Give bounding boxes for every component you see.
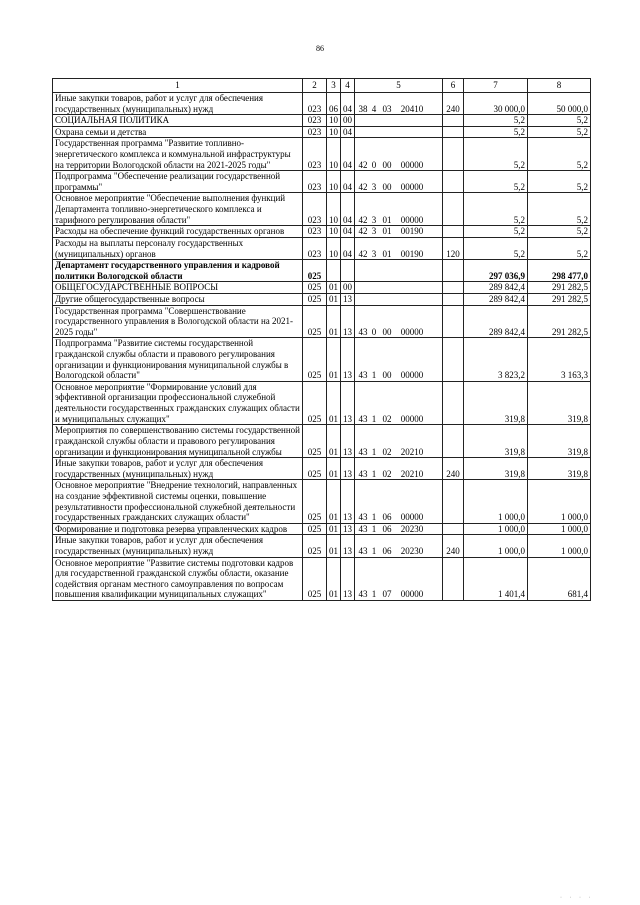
direction-code: 00000 [400,413,424,424]
event-code: 00 [382,159,392,170]
amount-year-2: 3 163,3 [528,338,591,381]
table-row [53,305,591,338]
table-row [53,535,591,557]
column-header: 3 [327,79,341,93]
code-admin: 023 [303,171,327,193]
table-row [53,381,591,424]
target-article-code [355,480,443,523]
amount-year-1: 5,2 [464,138,528,171]
column-header: 2 [303,79,327,93]
target-article-code [355,171,443,193]
code-admin: 025 [303,425,327,458]
row-name: Иные закупки товаров, работ и услуг для обеспечения государственных (муниципальных) нужд [53,535,303,557]
event-code: 06 [382,545,392,556]
code-subsection: 13 [341,293,355,305]
table-row [53,293,591,305]
code-section: 01 [327,338,341,381]
code-subsection: 04 [341,237,355,259]
event-code: 02 [382,468,392,479]
direction-code: 20230 [400,523,424,534]
subprogram-code: 3 [371,181,377,192]
code-admin: 025 [303,282,327,294]
program-code: 43 [358,413,368,424]
row-name: Иные закупки товаров, работ и услуг для обеспечения государственных (муниципальных) нужд [53,93,303,115]
direction-code: 00000 [400,214,424,225]
program-code: 38 [358,103,368,114]
expense-type-code [443,193,464,226]
target-article-code [355,237,443,259]
amount-year-1: 5,2 [464,115,528,127]
row-name: Охрана семьи и детства [53,126,303,138]
program-code: 43 [358,468,368,479]
event-code: 06 [382,523,392,534]
code-section: 01 [327,425,341,458]
subprogram-code: 3 [371,214,377,225]
expense-type-code: 240 [443,93,464,115]
row-name: Подпрограмма "Развитие системы государственной гражданской службы области и правового регулирования организации и функционирования муниципальной службы в Вологодской области" [53,338,303,381]
target-article-code [355,557,443,600]
amount-year-1: 319,8 [464,381,528,424]
event-code: 03 [382,103,392,114]
target-article-code [355,523,443,535]
program-code: 43 [358,446,368,457]
code-section: 10 [327,226,341,238]
row-name: Подпрограмма "Обеспечение реализации государственной программы" [53,171,303,193]
event-code: 00 [382,370,392,381]
program-code: 42 [358,214,368,225]
row-name: Основное мероприятие "Обеспечение выполнения функций Департамента топливно-энергетического комплекса и тарифного регулирования области" [53,193,303,226]
amount-year-1: 1 000,0 [464,523,528,535]
target-article-code [355,126,443,138]
code-admin: 025 [303,480,327,523]
amount-year-2: 5,2 [528,138,591,171]
amount-year-2: 1 000,0 [528,535,591,557]
subprogram-code: 1 [371,413,377,424]
subprogram-code: 3 [371,226,377,237]
program-code: 43 [358,512,368,523]
target-article-code [355,193,443,226]
table-row [53,138,591,171]
code-section: 10 [327,115,341,127]
table-row [53,282,591,294]
code-section: 01 [327,293,341,305]
code-subsection: 13 [341,535,355,557]
direction-code: 00000 [400,181,424,192]
expense-type-code [443,260,464,282]
code-admin: 025 [303,535,327,557]
code-subsection: 13 [341,458,355,480]
expense-type-code [443,293,464,305]
event-code: 06 [382,512,392,523]
row-name: Государственная программа "Совершенствование государственного управления в Вологодской области на 2021-2025 годы" [53,305,303,338]
direction-code: 00000 [400,370,424,381]
amount-year-2: 50 000,0 [528,93,591,115]
expense-type-code [443,126,464,138]
row-name: Формирование и подготовка резерва управленческих кадров [53,523,303,535]
code-subsection: 04 [341,171,355,193]
row-name: Основное мероприятие "Развитие системы подготовки кадров для государственной гражданской службы области, оказание содействия органам местного самоуправления по вопросам повышения квалификации муниципальных служащих" [53,557,303,600]
code-subsection [341,260,355,282]
row-name: Основное мероприятие "Формирование условий для эффективной организации профессиональной служебной деятельности государственных гражданских служащих области и муниципальных служащих" [53,381,303,424]
event-code: 00 [382,326,392,337]
program-code: 43 [358,589,368,600]
table-row [53,557,591,600]
direction-code: 00000 [400,589,424,600]
amount-year-2: 5,2 [528,237,591,259]
event-code: 07 [382,589,392,600]
row-name: Мероприятия по совершенствованию системы государственной гражданской службы области и правового регулирования организации и функционирования муниципальной службы [53,425,303,458]
code-section: 01 [327,523,341,535]
code-subsection: 13 [341,338,355,381]
row-name: Расходы на обеспечение функций государственных органов [53,226,303,238]
code-admin: 023 [303,193,327,226]
column-header: 8 [528,79,591,93]
table-row [53,115,591,127]
column-header: 5 [355,79,443,93]
table-row [53,425,591,458]
program-code: 43 [358,370,368,381]
program-code: 43 [358,326,368,337]
program-code: 42 [358,248,368,259]
row-name: Расходы на выплаты персоналу государственных (муниципальных) органов [53,237,303,259]
code-section [327,260,341,282]
target-article-code [355,458,443,480]
code-section: 01 [327,480,341,523]
row-name: Государственная программа "Развитие топливно-энергетического комплекса и коммунальной инфраструктуры на территории Вологодской области на 2021-2025 годы" [53,138,303,171]
code-section: 01 [327,305,341,338]
table-row [53,171,591,193]
column-header: 7 [464,79,528,93]
column-header: 4 [341,79,355,93]
amount-year-1: 5,2 [464,226,528,238]
code-subsection: 00 [341,282,355,294]
direction-code: 20210 [400,446,424,457]
subprogram-code: 1 [371,446,377,457]
code-admin: 025 [303,338,327,381]
amount-year-2: 1 000,0 [528,523,591,535]
amount-year-1: 289 842,4 [464,305,528,338]
event-code: 02 [382,413,392,424]
row-name: Иные закупки товаров, работ и услуг для обеспечения государственных (муниципальных) нужд [53,458,303,480]
budget-table [52,78,591,601]
event-code: 02 [382,446,392,457]
row-name: Основное мероприятие "Внедрение технологий, направленных на создание эффективной системы оценки, повышение результативности профессиональной служебной деятельности государственных гражданских служащих области" [53,480,303,523]
target-article-code [355,138,443,171]
program-code: 43 [358,545,368,556]
code-subsection: 13 [341,523,355,535]
expense-type-code [443,480,464,523]
amount-year-2: 298 477,0 [528,260,591,282]
amount-year-1: 289 842,4 [464,293,528,305]
code-section: 01 [327,458,341,480]
code-subsection: 00 [341,115,355,127]
program-code: 42 [358,181,368,192]
direction-code: 00000 [400,159,424,170]
amount-year-2: 291 282,5 [528,305,591,338]
subprogram-code: 3 [371,248,377,259]
target-article-code [355,293,443,305]
page-number: 86 [316,44,324,53]
amount-year-2: 319,8 [528,425,591,458]
amount-year-1: 5,2 [464,193,528,226]
program-code: 43 [358,523,368,534]
subprogram-code: 0 [371,159,377,170]
event-code: 01 [382,214,392,225]
code-admin: 025 [303,381,327,424]
program-code: 42 [358,159,368,170]
target-article-code [355,381,443,424]
code-section: 10 [327,138,341,171]
code-section: 10 [327,126,341,138]
target-article-code [355,115,443,127]
amount-year-2: 291 282,5 [528,293,591,305]
subprogram-code: 1 [371,523,377,534]
amount-year-1: 1 000,0 [464,535,528,557]
table-row [53,226,591,238]
amount-year-1: 289 842,4 [464,282,528,294]
table-row [53,126,591,138]
code-section: 01 [327,535,341,557]
table-row [53,480,591,523]
direction-code: 00190 [400,248,424,259]
expense-type-code [443,171,464,193]
expense-type-code [443,381,464,424]
amount-year-1: 319,8 [464,425,528,458]
code-section: 10 [327,193,341,226]
subprogram-code: 1 [371,468,377,479]
amount-year-1: 1 000,0 [464,480,528,523]
amount-year-2: 5,2 [528,193,591,226]
row-name: ОБЩЕГОСУДАРСТВЕННЫЕ ВОПРОСЫ [53,282,303,294]
amount-year-2: 319,8 [528,381,591,424]
code-admin: 023 [303,138,327,171]
code-section: 10 [327,171,341,193]
column-header: 1 [53,79,303,93]
expense-type-code [443,557,464,600]
code-subsection: 04 [341,226,355,238]
subprogram-code: 1 [371,512,377,523]
expense-type-code [443,425,464,458]
code-admin: 025 [303,557,327,600]
code-admin: 025 [303,260,327,282]
amount-year-1: 5,2 [464,171,528,193]
table-header-row [53,79,591,93]
amount-year-2: 5,2 [528,226,591,238]
amount-year-2: 319,8 [528,458,591,480]
table-row [53,260,591,282]
row-name: СОЦИАЛЬНАЯ ПОЛИТИКА [53,115,303,127]
direction-code: 00000 [400,512,424,523]
target-article-code [355,338,443,381]
column-header: 6 [443,79,464,93]
table-row [53,338,591,381]
code-admin: 023 [303,226,327,238]
amount-year-1: 5,2 [464,237,528,259]
code-section: 06 [327,93,341,115]
amount-year-1: 5,2 [464,126,528,138]
row-name: Другие общегосударственные вопросы [53,293,303,305]
amount-year-1: 3 823,2 [464,338,528,381]
amount-year-2: 5,2 [528,171,591,193]
code-subsection: 04 [341,138,355,171]
code-subsection: 13 [341,305,355,338]
target-article-code [355,282,443,294]
expense-type-code [443,282,464,294]
expense-type-code [443,338,464,381]
expense-type-code [443,138,464,171]
row-name: Департамент государственного управления и кадровой политики Вологодской области [53,260,303,282]
event-code: 01 [382,248,392,259]
amount-year-1: 1 401,4 [464,557,528,600]
expense-type-code: 120 [443,237,464,259]
target-article-code [355,226,443,238]
expense-type-code: 240 [443,458,464,480]
event-code: 00 [382,181,392,192]
amount-year-2: 681,4 [528,557,591,600]
expense-type-code [443,523,464,535]
target-article-code [355,260,443,282]
code-section: 01 [327,282,341,294]
amount-year-2: 1 000,0 [528,480,591,523]
code-subsection: 13 [341,381,355,424]
expense-type-code [443,115,464,127]
code-admin: 023 [303,115,327,127]
code-admin: 025 [303,458,327,480]
subprogram-code: 1 [371,589,377,600]
code-admin: 025 [303,293,327,305]
target-article-code [355,305,443,338]
amount-year-1: 30 000,0 [464,93,528,115]
target-article-code [355,425,443,458]
direction-code: 20210 [400,468,424,479]
subprogram-code: 4 [371,103,377,114]
code-admin: 025 [303,523,327,535]
code-subsection: 13 [341,557,355,600]
expense-type-code: 240 [443,535,464,557]
code-subsection: 04 [341,193,355,226]
amount-year-1: 319,8 [464,458,528,480]
direction-code: 00190 [400,226,424,237]
code-subsection: 13 [341,425,355,458]
code-admin: 023 [303,237,327,259]
code-subsection: 13 [341,480,355,523]
target-article-code [355,535,443,557]
code-admin: 023 [303,126,327,138]
subprogram-code: 0 [371,326,377,337]
scan-mark: · · · · [560,895,594,901]
table-row [53,237,591,259]
direction-code: 20410 [400,103,424,114]
code-admin: 025 [303,305,327,338]
code-section: 01 [327,557,341,600]
event-code: 01 [382,226,392,237]
program-code: 42 [358,226,368,237]
table-row [53,93,591,115]
code-admin: 023 [303,93,327,115]
code-section: 10 [327,237,341,259]
expense-type-code [443,305,464,338]
code-subsection: 04 [341,126,355,138]
table-row [53,193,591,226]
code-section: 01 [327,381,341,424]
amount-year-2: 5,2 [528,115,591,127]
subprogram-code: 1 [371,370,377,381]
amount-year-2: 291 282,5 [528,282,591,294]
amount-year-2: 5,2 [528,126,591,138]
direction-code: 20230 [400,545,424,556]
direction-code: 00000 [400,326,424,337]
table-row [53,523,591,535]
target-article-code [355,93,443,115]
code-subsection: 04 [341,93,355,115]
amount-year-1: 297 036,9 [464,260,528,282]
table-row [53,458,591,480]
subprogram-code: 1 [371,545,377,556]
expense-type-code [443,226,464,238]
